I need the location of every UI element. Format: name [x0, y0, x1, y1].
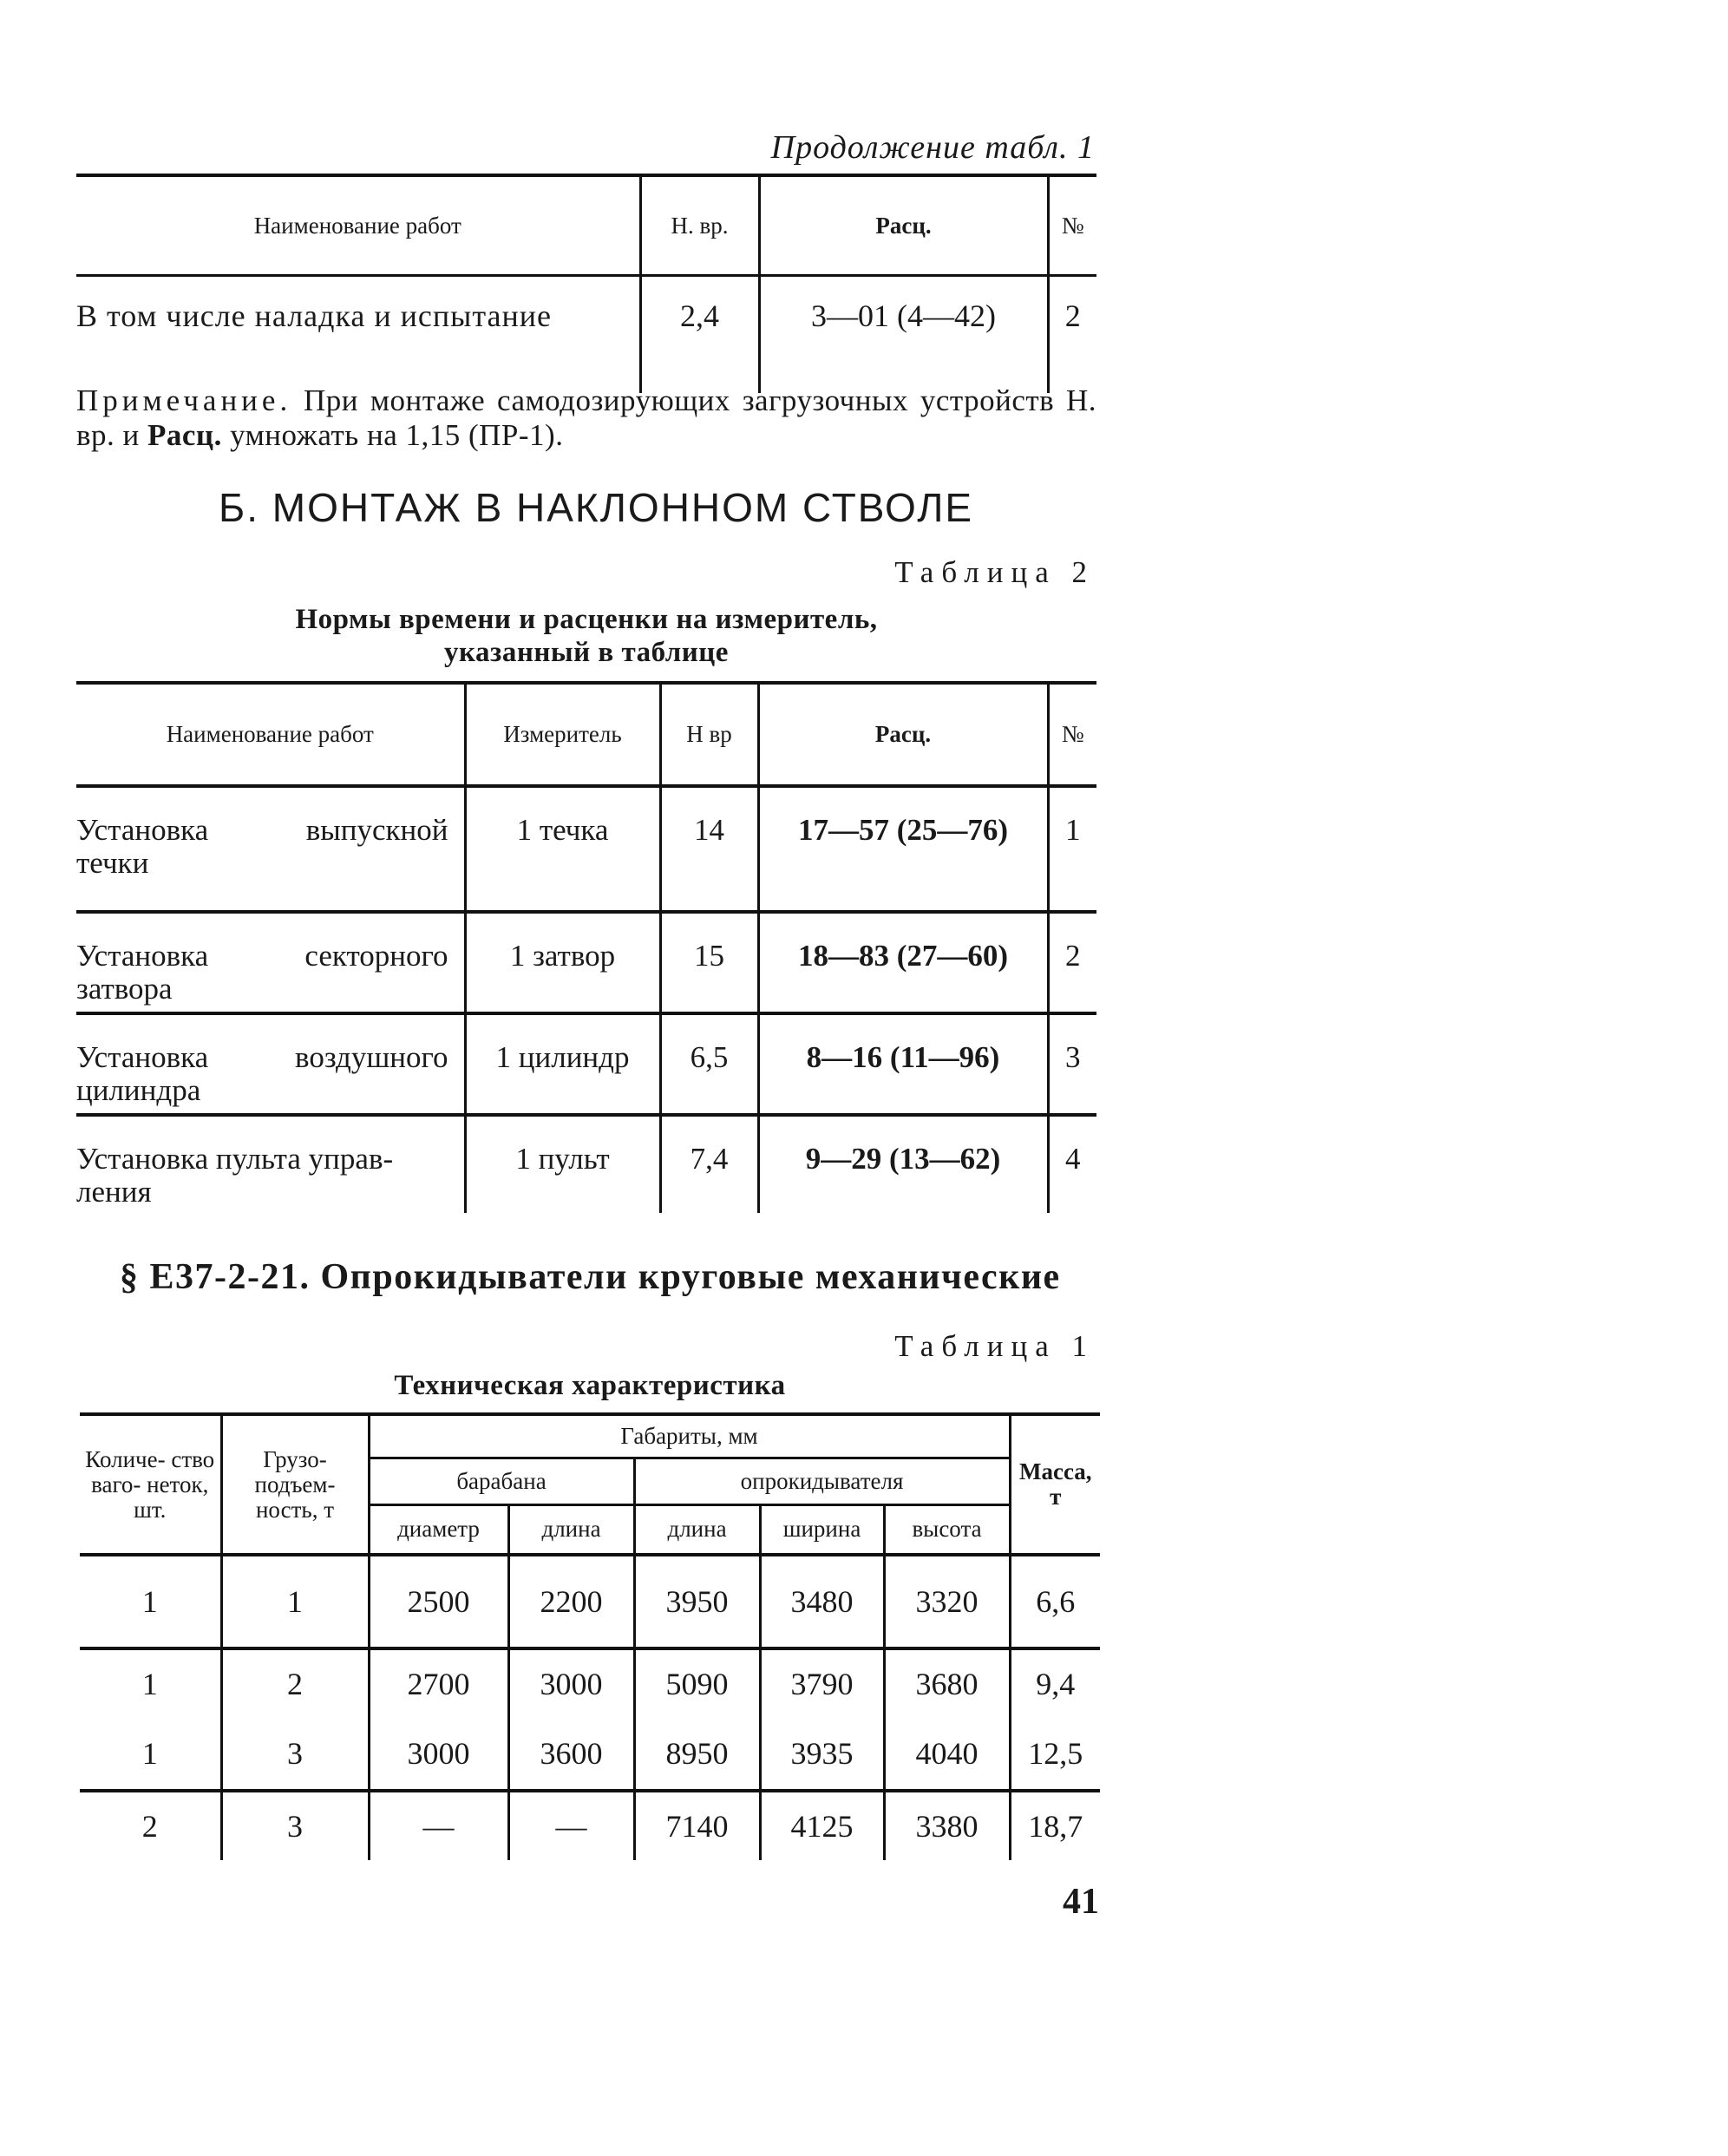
table2-title-line1: Нормы времени и расценки на измеритель,: [295, 604, 878, 635]
table-cell: 3600: [508, 1717, 634, 1791]
t2-row-rasc: 9—29 (13—62): [758, 1115, 1048, 1213]
note-bold-word: Расц.: [147, 418, 222, 452]
table-cell: 5090: [634, 1648, 760, 1717]
table-cell: 1: [80, 1555, 221, 1648]
t2-row-meter: 1 пульт: [465, 1115, 660, 1213]
t2-row-meter: 1 течка: [465, 786, 660, 912]
note-tail: умножать на 1,15 (ПР-1).: [230, 418, 564, 452]
table-row: [80, 1648, 1100, 1717]
table-cell: 4040: [884, 1717, 1010, 1791]
table-cell: 3: [221, 1717, 369, 1791]
table-row: [76, 1115, 1096, 1213]
table-cell: 3320: [884, 1555, 1010, 1648]
table-cell: 4125: [760, 1791, 884, 1860]
table-cell: 8950: [634, 1717, 760, 1791]
table-cell: 3480: [760, 1555, 884, 1648]
table3: [80, 1412, 1100, 1860]
table-row: [80, 1717, 1100, 1791]
t3-header-mass: Масса, т: [1010, 1414, 1100, 1555]
table2-title: [76, 603, 1096, 669]
table-cell: 12,5: [1010, 1717, 1100, 1791]
table-row: [76, 1013, 1096, 1115]
t2-row-name: Установка воздушного цилиндра: [76, 1013, 465, 1115]
section-heading: § Е37-2-21. Опрокидыватели круговые механические: [120, 1257, 1061, 1297]
t1-header-nvr: Н. вр.: [640, 175, 759, 276]
t1-header-rasc: Расц.: [759, 175, 1048, 276]
t2-row-name: Установка секторного затвора: [76, 912, 465, 1013]
table1-continuation: [76, 174, 1096, 393]
t2-header-rasc: Расц.: [758, 683, 1048, 786]
table-cell: 18,7: [1010, 1791, 1100, 1860]
t2-row-num: 4: [1048, 1115, 1096, 1213]
table-cell: 7140: [634, 1791, 760, 1860]
t1-row-name: В том числе наладка и испытание: [76, 298, 553, 333]
table-cell: 1: [221, 1555, 369, 1648]
t3-header-capacity: Грузо- подъем- ность, т: [221, 1414, 369, 1555]
table-cell: 2: [141, 1809, 158, 1844]
table3-title: Техническая характеристика: [394, 1370, 786, 1401]
t2-row-rasc: 8—16 (11—96): [758, 1013, 1048, 1115]
table-cell: 3950: [634, 1555, 760, 1648]
table-cell: 2700: [369, 1648, 508, 1717]
t2-row-nvr: 15: [660, 912, 758, 1013]
table-row: [80, 1555, 1100, 1648]
page-number: 41: [1063, 1882, 1099, 1922]
t2-header-num: №: [1048, 683, 1096, 786]
t3-header-tipper-height: высота: [884, 1504, 1010, 1555]
table-cell: 3000: [508, 1648, 634, 1717]
note-text: При монтаже самодозирующих загрузочных устройств Н. вр. и: [76, 383, 1097, 452]
t2-row-name: Установка пульта управ- ления: [76, 1142, 394, 1209]
t3-header-drum-diameter: диаметр: [369, 1504, 508, 1555]
table-cell: 3000: [369, 1717, 508, 1791]
continuation-caption: Продолжение табл. 1: [770, 129, 1095, 166]
table-row: [76, 912, 1096, 1013]
t3-header-drum: барабана: [369, 1458, 634, 1504]
t3-header-tipper-width: ширина: [760, 1504, 884, 1555]
t3-header-drum-length: длина: [508, 1504, 634, 1555]
t2-row-num: 2: [1048, 912, 1096, 1013]
t1-row-nvr: 2,4: [640, 276, 759, 394]
t2-row-rasc: 18—83 (27—60): [758, 912, 1048, 1013]
t2-row-rasc: 17—57 (25—76): [758, 786, 1048, 912]
t2-row-meter: 1 цилиндр: [465, 1013, 660, 1115]
table2-title-line2: указанный в таблице: [444, 637, 729, 668]
table-cell: 1: [80, 1717, 221, 1791]
note-label: Примечание.: [76, 383, 292, 417]
table-cell: 2500: [369, 1555, 508, 1648]
table2-caption: Таблица 2: [894, 555, 1095, 589]
section-b-heading: Б. МОНТАЖ В НАКЛОННОМ СТВОЛЕ: [219, 485, 974, 530]
table-row: [76, 786, 1096, 912]
t1-row-rasc: 3—01 (4—42): [759, 276, 1048, 394]
table-cell: 3680: [884, 1648, 1010, 1717]
table-cell: 3: [221, 1791, 369, 1860]
t2-row-nvr: 6,5: [660, 1013, 758, 1115]
t2-row-name: Установка выпускной течки: [76, 786, 465, 912]
table2: [76, 681, 1096, 1213]
t3-header-count: Количе- ство ваго- неток, шт.: [80, 1414, 221, 1555]
table3-caption: Таблица 1: [894, 1329, 1095, 1363]
note: [76, 383, 1096, 453]
t3-header-tipper: опрокидывателя: [634, 1458, 1010, 1504]
t2-header-meter: Измеритель: [465, 683, 660, 786]
t2-header-name: Наименование работ: [76, 683, 465, 786]
table-cell: 3380: [884, 1791, 1010, 1860]
t1-header-num: №: [1048, 175, 1096, 276]
t1-header-name: Наименование работ: [76, 175, 640, 276]
t1-row-num: 2: [1048, 276, 1096, 394]
t2-row-num: 3: [1048, 1013, 1096, 1115]
table-row: [76, 276, 1096, 394]
t3-header-tipper-length: длина: [634, 1504, 760, 1555]
table-cell: —: [508, 1791, 634, 1860]
table-cell: 9,4: [1010, 1648, 1100, 1717]
table-cell: 2: [221, 1648, 369, 1717]
table-cell: 2200: [508, 1555, 634, 1648]
t2-header-nvr: Н вр: [660, 683, 758, 786]
table-row: [80, 1791, 1100, 1860]
table-cell: 1: [141, 1666, 158, 1701]
t3-header-dimensions: Габариты, мм: [369, 1414, 1010, 1458]
table-cell: 6,6: [1010, 1555, 1100, 1648]
t2-row-meter: 1 затвор: [465, 912, 660, 1013]
table-cell: —: [369, 1791, 508, 1860]
table-cell: 3790: [760, 1648, 884, 1717]
t2-row-nvr: 7,4: [660, 1115, 758, 1213]
t2-row-nvr: 14: [660, 786, 758, 912]
table-cell: 3935: [760, 1717, 884, 1791]
t2-row-num: 1: [1048, 786, 1096, 912]
